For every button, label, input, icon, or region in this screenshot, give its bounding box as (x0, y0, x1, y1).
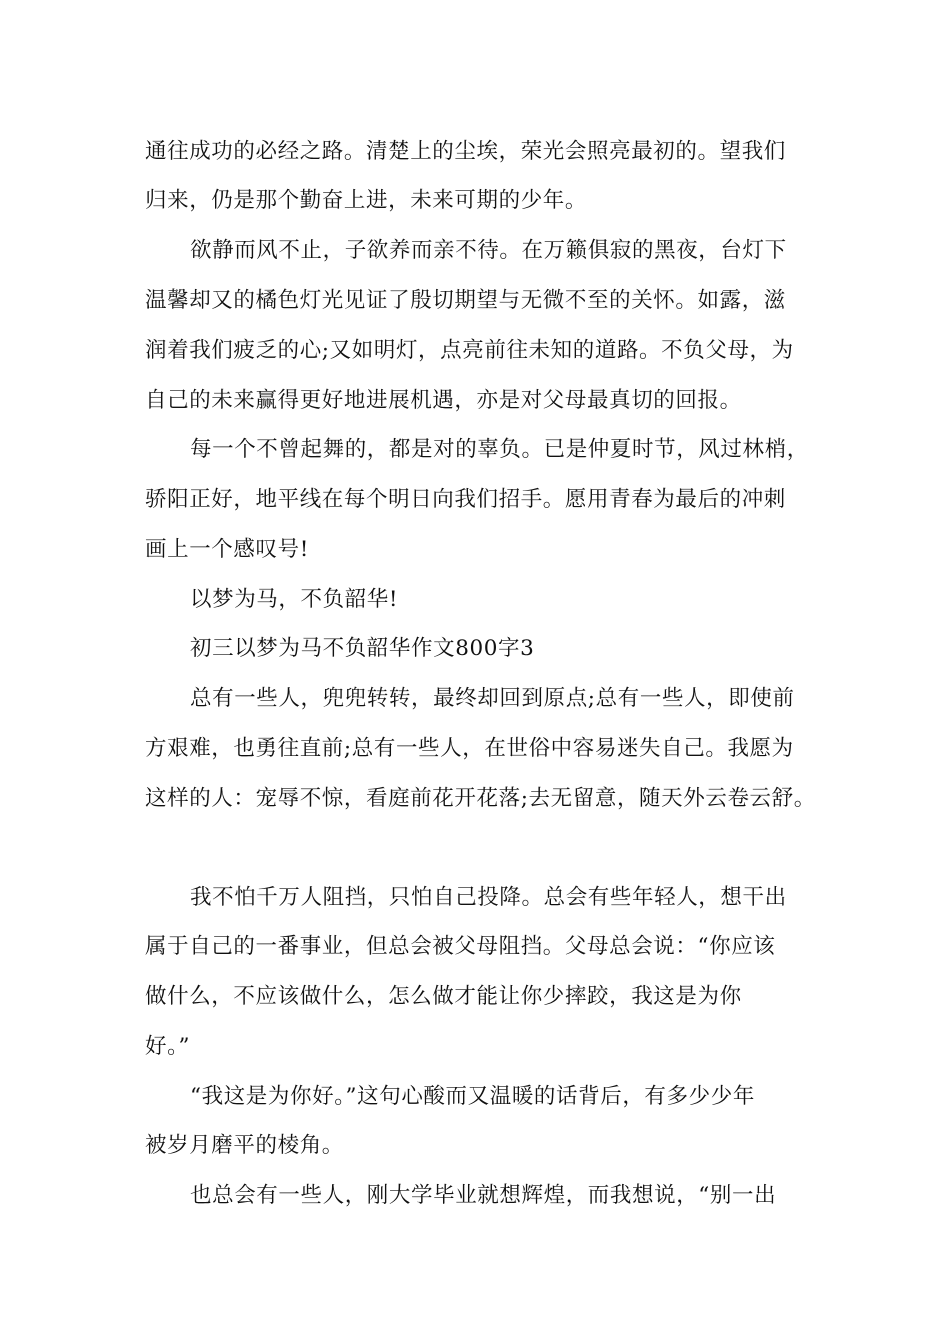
text-line: 我不怕千万人阻挡，只怕自己投降。总会有些年轻人，想干出 (190, 885, 787, 910)
text-line: 总有一些人，兜兜转转，最终却回到原点;总有一些人，即使前 (190, 686, 795, 711)
text-line: 温馨却又的橘色灯光见证了殷切期望与无微不至的关怀。如露，滋 (145, 288, 786, 313)
text-line: 初三以梦为马不负韶华作文800字3 (190, 636, 535, 661)
text-line: 好。” (145, 1034, 191, 1059)
text-line: 通往成功的必经之路。清楚上的尘埃，荣光会照亮最初的。望我们 (145, 139, 786, 164)
text-line: 也总会有一些人，刚大学毕业就想辉煌，而我想说，“别一出 (190, 1183, 777, 1208)
text-line: 画上一个感叹号! (145, 537, 309, 562)
text-line: 归来，仍是那个勤奋上进，未来可期的少年。 (145, 188, 588, 213)
text-line: 以梦为马，不负韶华! (190, 587, 399, 612)
text-line: 骄阳正好，地平线在每个明日向我们招手。愿用青春为最后的冲刺 (145, 487, 786, 512)
text-line: “我这是为你好。”这句心酸而又温暖的话背后，有多少少年 (190, 1084, 755, 1109)
text-line: 属于自己的一番事业，但总会被父母阻挡。父母总会说：“你应该 (145, 934, 776, 959)
text-line: 欲静而风不止，子欲养而亲不待。在万籁俱寂的黑夜，台灯下 (190, 238, 787, 263)
text-line: 这样的人：宠辱不惊，看庭前花开花落;去无留意，随天外云卷云舒。 (145, 786, 816, 811)
text-line: 方艰难，也勇往直前;总有一些人，在世俗中容易迷失自己。我愿为 (145, 736, 794, 761)
text-line: 润着我们疲乏的心;又如明灯，点亮前往未知的道路。不负父母，为 (145, 338, 794, 363)
text-line: 自己的未来赢得更好地进展机遇，亦是对父母最真切的回报。 (145, 388, 742, 413)
text-line: 被岁月磨平的棱角。 (145, 1133, 344, 1158)
text-line: 做什么，不应该做什么，怎么做才能让你少摔跤，我这是为你 (145, 984, 742, 1009)
text-line: 每一个不曾起舞的，都是对的辜负。已是仲夏时节，风过林梢， (190, 437, 809, 462)
